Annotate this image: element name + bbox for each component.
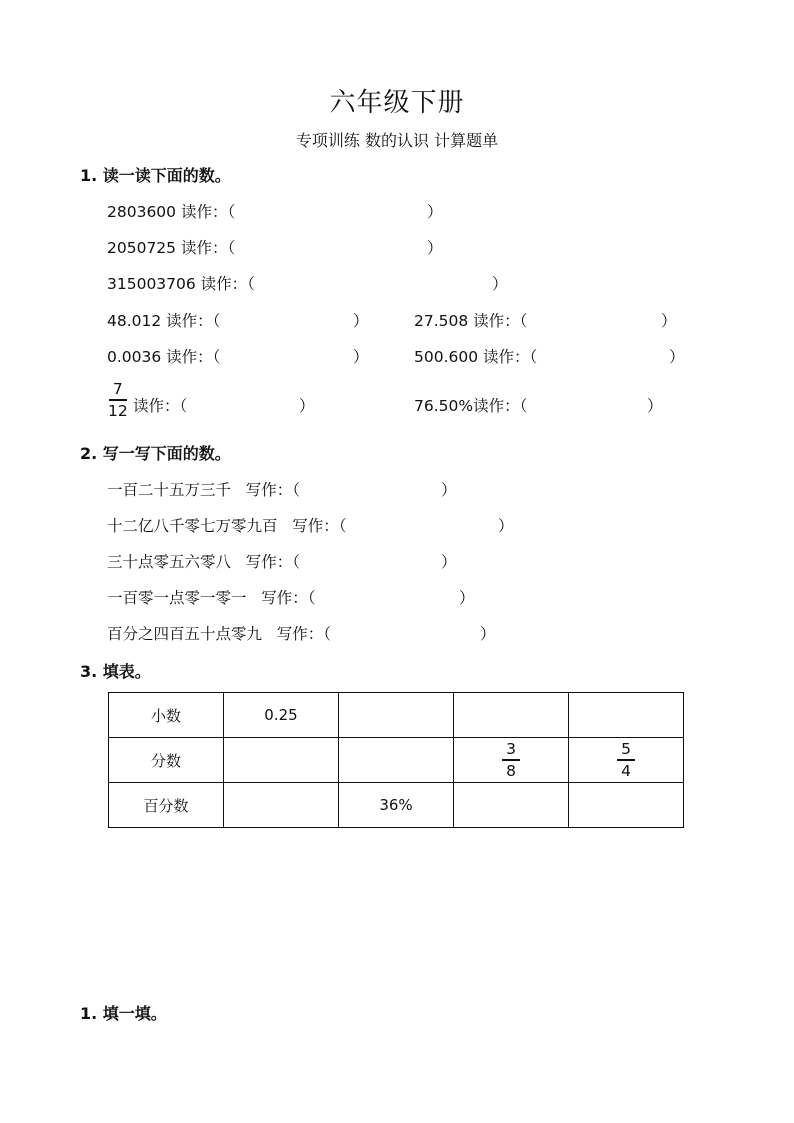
fraction-bar xyxy=(502,759,520,761)
read-item-3: 315003706 读作：（ xyxy=(107,275,255,293)
read-item-1-close: ） xyxy=(427,203,443,221)
read-item-8: 读作：（ xyxy=(133,397,188,415)
section-4-heading: 1. 填一填。 xyxy=(80,1004,167,1023)
section-1-heading: 1. 读一读下面的数。 xyxy=(80,166,231,185)
fraction-3-8 xyxy=(502,740,520,780)
write-item-5-close: ） xyxy=(480,625,496,643)
read-item-4-close: ） xyxy=(353,312,369,330)
table-cell xyxy=(569,738,684,783)
read-item-9: 76.50%读作：（ xyxy=(414,397,528,415)
page-title: 六年级下册 xyxy=(329,88,465,118)
table-row xyxy=(109,693,684,738)
row-label-percent: 百分数 xyxy=(109,783,224,828)
write-item-4: 一百零一点零一零一 写作：（ xyxy=(107,589,316,607)
read-item-7: 500.600 读作：（ xyxy=(414,348,538,366)
read-item-2: 2050725 读作：（ xyxy=(107,239,236,257)
table-row xyxy=(109,783,684,828)
read-item-9-close: ） xyxy=(647,397,663,415)
table-cell xyxy=(569,783,684,828)
write-item-1-close: ） xyxy=(441,481,457,499)
table-cell: 0.25 xyxy=(224,693,339,738)
section-2-heading: 2. 写一写下面的数。 xyxy=(80,444,231,463)
fraction-numerator: 3 xyxy=(506,740,516,759)
fraction-denominator: 8 xyxy=(506,761,516,780)
read-item-7-close: ） xyxy=(669,348,685,366)
fraction-7-12 xyxy=(108,380,128,420)
table-cell xyxy=(454,783,569,828)
read-item-1: 2803600 读作：（ xyxy=(107,203,236,221)
read-item-2-close: ） xyxy=(427,239,443,257)
table-cell xyxy=(454,693,569,738)
fraction-numerator: 5 xyxy=(621,740,631,759)
write-item-1: 一百二十五万三千 写作：（ xyxy=(107,481,301,499)
fraction-bar xyxy=(109,399,127,401)
page-subtitle: 专项训练 数的认识 计算题单 xyxy=(295,131,499,150)
read-item-6-close: ） xyxy=(353,348,369,366)
table-cell: 36% xyxy=(339,783,454,828)
read-item-5: 27.508 读作：（ xyxy=(414,312,528,330)
table-row xyxy=(109,738,684,783)
fraction-5-4 xyxy=(617,740,635,780)
fraction-bar xyxy=(617,759,635,761)
read-item-4: 48.012 读作：（ xyxy=(107,312,221,330)
table-cell xyxy=(454,738,569,783)
table-cell xyxy=(224,738,339,783)
fraction-denominator: 12 xyxy=(108,401,128,420)
row-label-fraction: 分数 xyxy=(109,738,224,783)
table-cell xyxy=(339,693,454,738)
read-item-5-close: ） xyxy=(661,312,677,330)
read-item-6: 0.0036 读作：（ xyxy=(107,348,221,366)
write-item-4-close: ） xyxy=(459,589,475,607)
read-item-8-close: ） xyxy=(299,397,315,415)
write-item-5: 百分之四百五十点零九 写作：（ xyxy=(107,625,332,643)
write-item-2-close: ） xyxy=(498,517,514,535)
fraction-numerator: 7 xyxy=(112,380,123,398)
write-item-3: 三十点零五六零八 写作：（ xyxy=(107,553,301,571)
row-label-decimal: 小数 xyxy=(109,693,224,738)
conversion-table xyxy=(108,692,684,828)
table-cell xyxy=(569,693,684,738)
read-item-3-close: ） xyxy=(492,275,508,293)
write-item-3-close: ） xyxy=(441,553,457,571)
table-cell xyxy=(224,783,339,828)
section-3-heading: 3. 填表。 xyxy=(80,662,151,681)
table-cell xyxy=(339,738,454,783)
fraction-denominator: 4 xyxy=(621,761,631,780)
write-item-2: 十二亿八千零七万零九百 写作：（ xyxy=(107,517,347,535)
